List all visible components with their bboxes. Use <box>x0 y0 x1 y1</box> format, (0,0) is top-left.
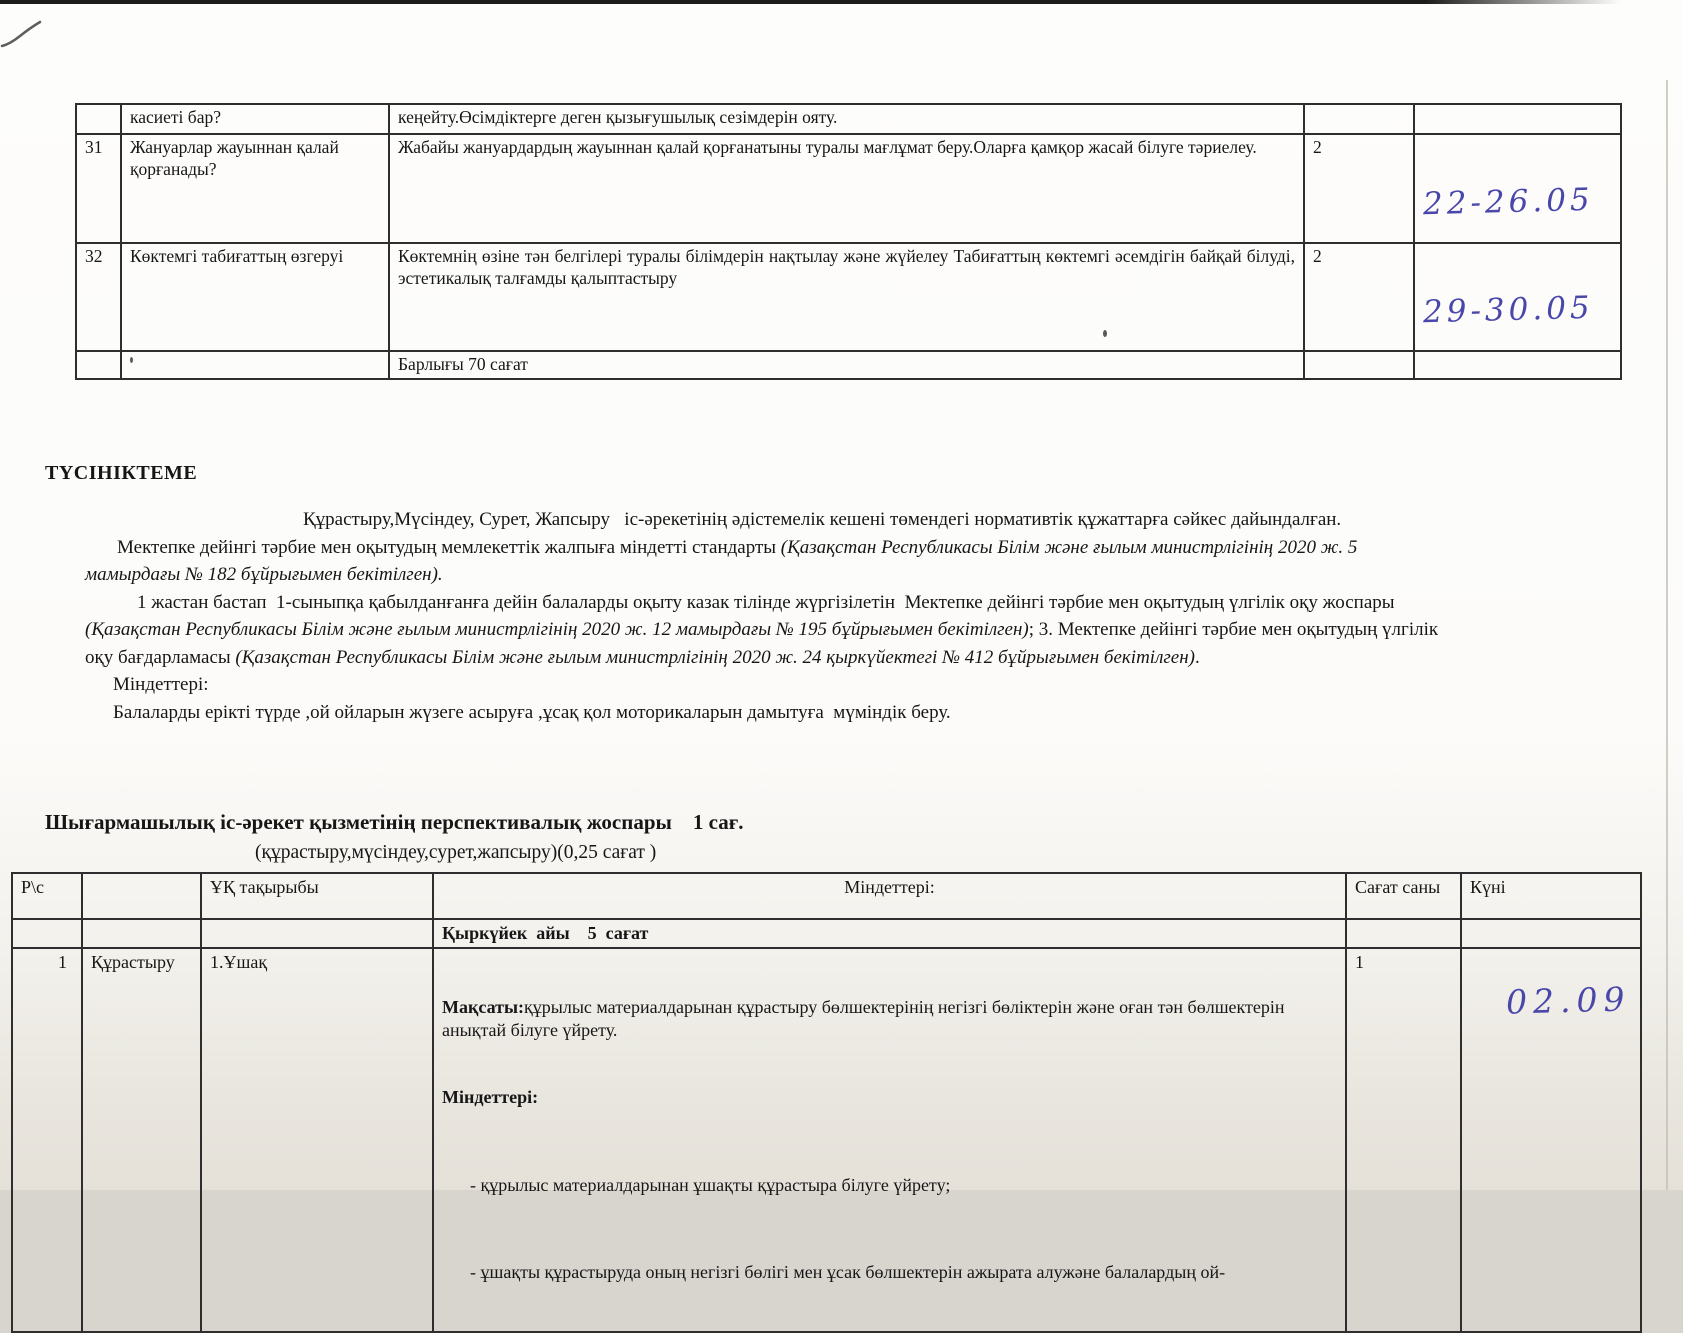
table-row <box>76 134 1621 243</box>
top-plan-table <box>75 103 1622 380</box>
text-segment-italic: (Қазақстан Республикасы Білім және ғылым министрлігінің 2020 ж. 12 мамырдағы № 195 бұйрығымен бекітілген) <box>85 619 1029 640</box>
scan-edge-right <box>1666 80 1668 1190</box>
cell-topic: Көктемгі табиғаттың өзгеруі <box>121 243 389 352</box>
explanation-title: ТҮСІНІКТЕМЕ <box>45 462 198 484</box>
cell-date <box>1461 948 1641 1332</box>
table-row <box>76 243 1621 352</box>
header-num: Р\с <box>12 873 82 919</box>
cell-topic: 1.Ұшақ <box>201 948 433 1332</box>
month-row <box>12 919 1641 948</box>
text-segment: . <box>1194 646 1200 668</box>
cell-num <box>76 351 121 379</box>
table-row <box>12 948 1641 1332</box>
text-segment: Мектепке дейінгі тәрбие мен оқытудың мемлекеттік жалпыға міндетті стандарты <box>117 536 781 558</box>
text-segment: Міндеттері: <box>113 674 209 695</box>
tasks-label: Міндеттері: <box>442 1087 539 1107</box>
cell-num: 1 <box>12 948 82 1332</box>
cell-empty <box>201 919 433 948</box>
text-segment-italic: (Қазақстан Республикасы Білім және ғылым министрлігінің 2020 ж. 24 қыркүйектегі № 412 бұйрығымен бекітілген) <box>235 646 1195 668</box>
explanation-line <box>85 699 1655 727</box>
explanation-line <box>85 589 1655 617</box>
explanation-line <box>85 561 1655 589</box>
table-row <box>76 351 1621 379</box>
scan-edge-top <box>0 0 1620 4</box>
cell-desc: кеңейту.Өсімдіктерге деген қызығушылық сезімдерін ояту. <box>389 104 1304 134</box>
cell-hours: 1 <box>1346 948 1461 1332</box>
table-row <box>76 104 1621 134</box>
text-segment: Құрастыру,Мүсіндеу, Сурет, Жапсыру іс-әрекетінің әдістемелік кешені төмендегі нормативтік құжаттарға сәйкес дайындалған. <box>303 509 1342 530</box>
cell-date <box>1414 351 1621 379</box>
pen-checkmark-icon <box>0 20 42 62</box>
cell-total: Барлығы 70 сағат <box>389 351 1304 379</box>
cell-empty <box>82 919 201 948</box>
text-segment-italic: мамырдағы № 182 бұйрығымен бекітілген). <box>85 564 443 585</box>
perspective-plan-table <box>11 872 1642 1333</box>
cell-month <box>433 919 1346 948</box>
handwritten-date: 02.09 <box>1505 978 1631 1022</box>
cell-topic: касиеті бар? <box>121 104 389 134</box>
cell-empty <box>1346 919 1461 948</box>
header-activity <box>82 873 201 919</box>
task-bullet: - құрылыс материалдарынан ұшақты құрастыра білуге үйрету; <box>470 1174 1337 1197</box>
explanation-text <box>85 506 1655 726</box>
cell-date <box>1414 243 1621 352</box>
month-label: Қыркүйек айы 5 сағат <box>442 923 649 943</box>
cell-date <box>1414 134 1621 243</box>
plan-heading: Шығармашылық іс-әрекет қызметінің перспективалық жоспары 1 сағ. <box>45 810 744 834</box>
explanation-line <box>85 616 1655 644</box>
cell-empty <box>1461 919 1641 948</box>
cell-num <box>76 104 121 134</box>
cell-hours: 2 <box>1304 243 1414 352</box>
header-tasks: Міндеттері: <box>433 873 1346 919</box>
cell-desc: Көктемнің өзіне тән белгілері туралы білімдерін нақтылау және жүйелеу Табиғаттың көктемгі әсемдігін байқай білуді, эстетикалық талғамды қалыптастыру <box>389 243 1304 352</box>
cell-num: 31 <box>76 134 121 243</box>
explanation-line <box>85 671 1655 699</box>
cell-date <box>1414 104 1621 134</box>
cell-num: 32 <box>76 243 121 352</box>
text-segment: ; 3. Мектепке дейінгі тәрбие мен оқытудың үлгілік <box>1028 619 1439 640</box>
goal-line <box>442 996 1337 1041</box>
cell-desc: Жабайы жануардардың жауыннан қалай қорғанатыны туралы мағлұмат беру.Оларға қамқор жасай білуге тәриелеу. <box>389 134 1304 243</box>
explanation-line <box>85 506 1655 534</box>
task-bullet: - ұшақты құрастыруда оның негізгі бөлігі мен ұсак бөлшектерін ажырата алужәне балалардың ой- <box>470 1261 1337 1284</box>
cell-hours: 2 <box>1304 134 1414 243</box>
text-segment: оқу бағдарламасы <box>85 646 236 668</box>
handwritten-date: 29-30.05 <box>1422 290 1595 331</box>
explanation-line <box>85 534 1655 562</box>
text-segment: Балаларды ерікті түрде ,ой ойларын жүзеге асыруға ,ұсақ қол моторикаларын дамытуға мүміндік беру. <box>113 701 951 723</box>
header-hours: Сағат саны <box>1346 873 1461 919</box>
handwritten-date: 22-26.05 <box>1422 181 1595 222</box>
cell-empty <box>12 919 82 948</box>
cell-topic <box>121 351 389 379</box>
plan-subheading: (құрастыру,мүсіндеу,сурет,жапсыру)(0,25 сағат ) <box>255 842 657 863</box>
cell-hours <box>1304 351 1414 379</box>
table-header-row <box>12 873 1641 919</box>
text-segment-italic: (Қазақстан Республикасы Білім және ғылым министрлігінің 2020 ж. 5 <box>780 536 1358 558</box>
header-date: Күні <box>1461 873 1641 919</box>
cell-hours <box>1304 104 1414 134</box>
goal-label: Мақсаты: <box>442 997 524 1017</box>
cell-topic: Жануарлар жауыннан қалай қорғанады? <box>121 134 389 243</box>
goal-text: құрылыс материалдарынан құрастыру бөлшектерінің негізгі бөліктерін және оған тән бөлшектерін анықтай білуге үйрету. <box>442 997 1290 1040</box>
header-topic: ҰҚ тақырыбы <box>201 873 433 919</box>
explanation-line <box>85 644 1655 672</box>
cell-activity: Құрастыру <box>82 948 201 1332</box>
cell-tasks <box>433 948 1346 1332</box>
text-segment: 1 жастан бастап 1-сыныпқа қабылданғанға дейін балаларды оқыту казак тілінде жүргізілетін Мектепке дейінгі тәрбие мен оқытудың үлгілік оқу жоспары <box>137 591 1395 613</box>
